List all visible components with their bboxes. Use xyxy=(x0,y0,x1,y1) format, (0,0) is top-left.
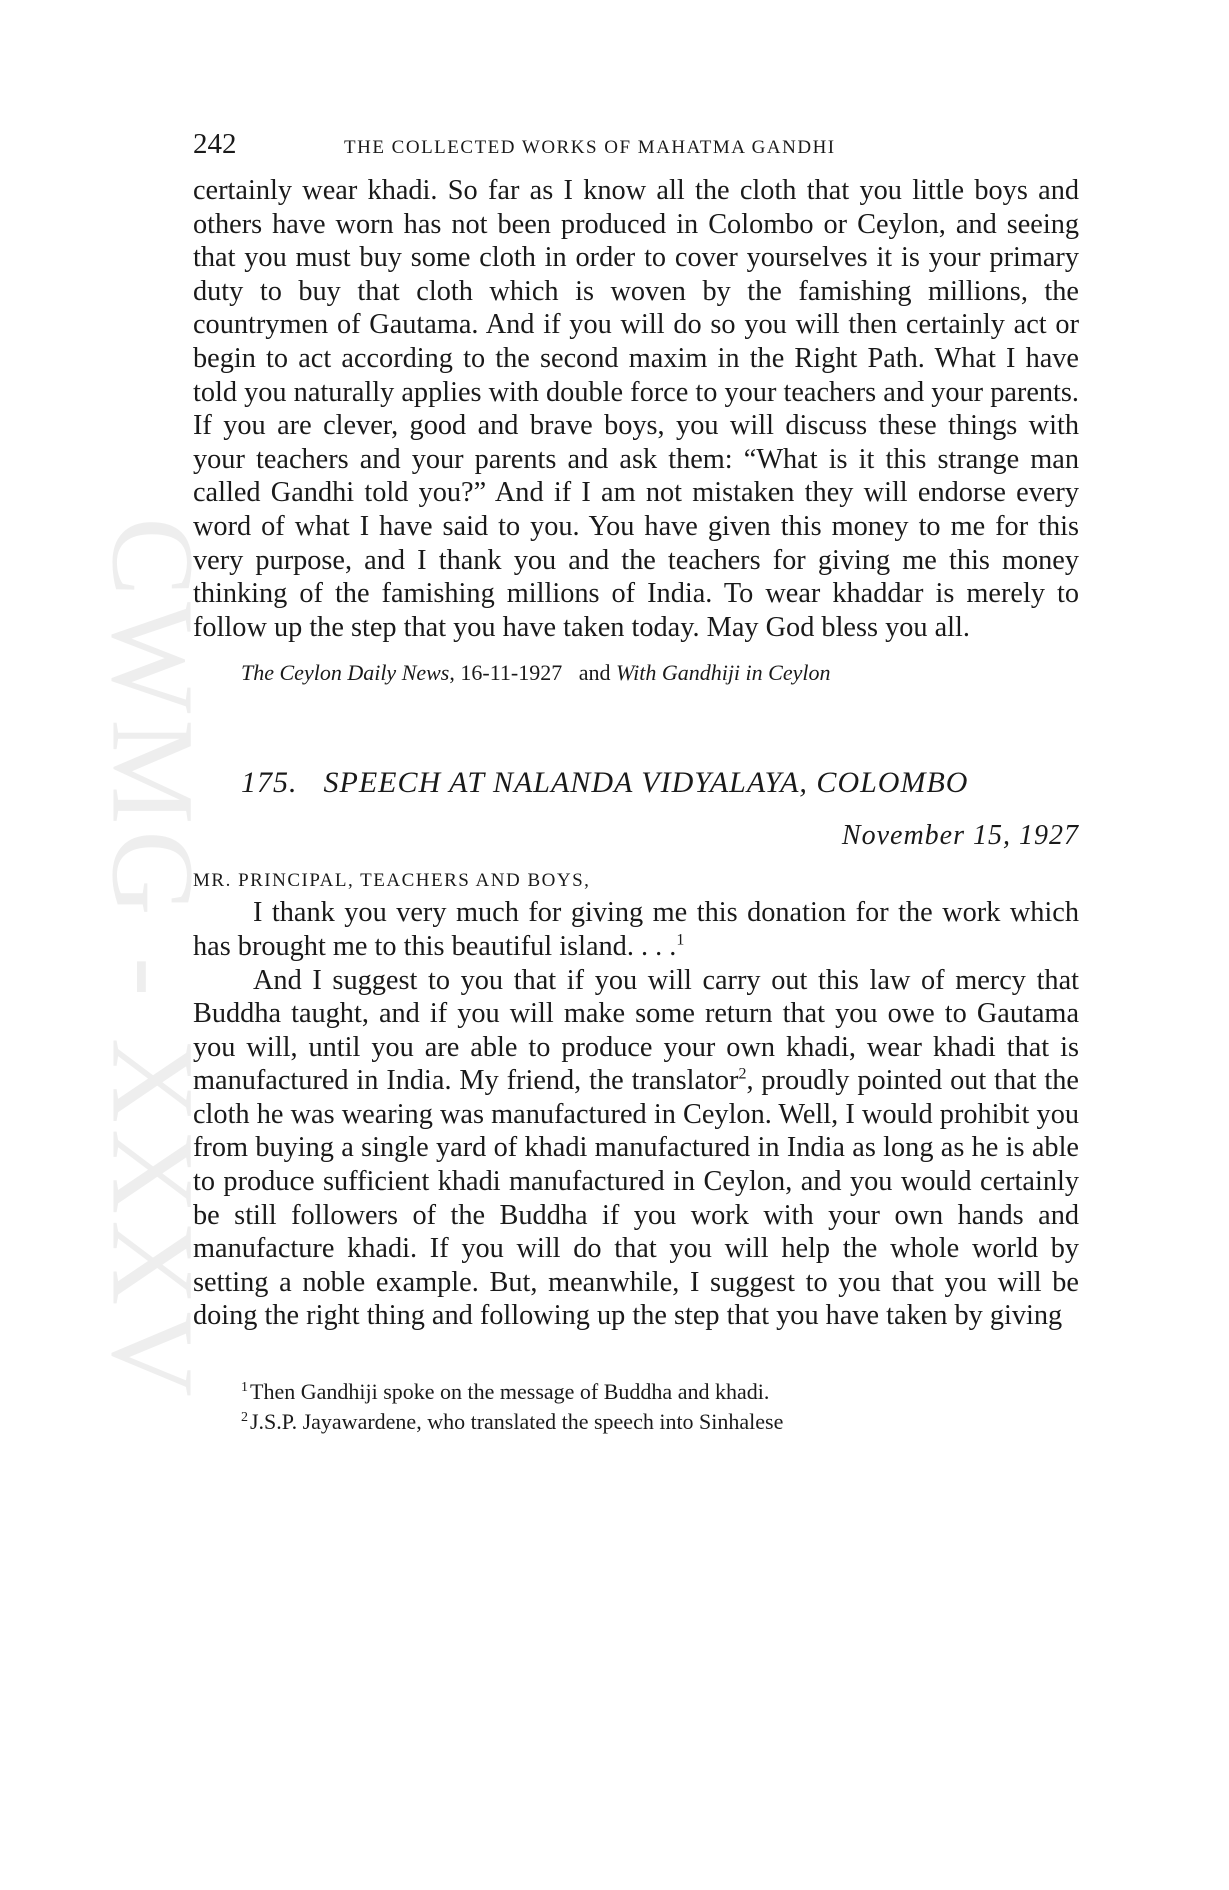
running-title: THE COLLECTED WORKS OF MAHATMA GANDHI xyxy=(344,137,836,158)
speech-paragraph-1 xyxy=(193,896,1079,963)
section-heading xyxy=(241,766,1079,800)
source-connector: and xyxy=(578,660,611,686)
footnote-ref-2: 2 xyxy=(738,1065,747,1083)
footnotes xyxy=(241,1377,1079,1437)
footnote-2 xyxy=(241,1407,1079,1437)
footnote-mark-1: 1 xyxy=(241,1379,248,1395)
section-title: SPEECH AT NALANDA VIDYALAYA, COLOMBO xyxy=(323,766,969,800)
source-citation xyxy=(241,658,1079,688)
footnote-text-1: Then Gandhiji spoke on the message of Buddha and khadi. xyxy=(250,1379,770,1405)
speech-paragraph-2-text-b: , proudly pointed out that the cloth he was wearing was manufactured in Ceylon. Well, I would prohibit you from buying a single yard of khadi manufactured in India as long as he is able to produce sufficient khadi manufactured in Ceylon, and you would certainly be still followers of the Buddha if you work with your own hands and manufacture khadi. If you will do that you will help the whole world by setting a noble example. But, meanwhile, I suggest to you that you will be doing the right thing and following up the step that you have taken by giving xyxy=(193,1065,1079,1332)
salutation: MR. PRINCIPAL, TEACHERS AND BOYS, xyxy=(193,870,591,892)
watermark-text: CWMG - XXXV xyxy=(88,517,219,1403)
footnote-text-2: J.S.P. Jayawardene, who translated the speech into Sinhalese xyxy=(250,1409,784,1435)
footnote-mark-2: 2 xyxy=(241,1409,248,1425)
speech-paragraph-2 xyxy=(193,964,1079,1334)
speech-date: November 15, 1927 xyxy=(841,820,1079,852)
running-head xyxy=(193,128,1079,162)
footnote-1 xyxy=(241,1377,1079,1407)
source-publication: The Ceylon Daily News xyxy=(241,660,450,686)
source-book: With Gandhiji in Ceylon xyxy=(615,660,831,686)
page-number: 242 xyxy=(193,128,237,160)
continuation-paragraph: certainly wear khadi. So far as I know all the cloth that you little boys and others have worn has not been produced in Colombo or Ceylon, and seeing that you must buy some cloth in order to cover yourselves it is your primary duty to buy that cloth which is woven by the famishing millions, the countrymen of Gautama. And if you will do so you will then certainly act or begin to act according to the second maxim in the Right Path. What I have told you naturally applies with double force to your teachers and your parents. If you are clever, good and brave boys, you will discuss these things with your teachers and your parents and ask them: “What is it this strange man called Gandhi told you?” And if I am not mistaken they will endorse every word of what I have said to you. You have given this money to me for this very purpose, and I thank you and the teachers for giving me this money thinking of the famishing millions of India. To wear khaddar is merely to follow up the step that you have taken today. May God bless you all. xyxy=(193,175,1079,643)
page xyxy=(193,128,1079,1437)
speech-paragraph-2-text-a: And I suggest to you that if you will carry out this law of mercy that Buddha taught, and if you will make some return that you owe to Gautama you will, until you are able to produce your own khadi, wear khadi that is manufactured in India. My friend, the translator xyxy=(193,964,1079,1097)
watermark xyxy=(88,430,219,1490)
speech-paragraph-1-text: I thank you very much for giving me this donation for the work which has brought me to this beautiful island. . . . xyxy=(193,897,1079,962)
section-number: 175. xyxy=(241,766,298,800)
source-date: , 16-11-1927 xyxy=(449,660,563,686)
footnote-ref-1: 1 xyxy=(676,931,685,949)
